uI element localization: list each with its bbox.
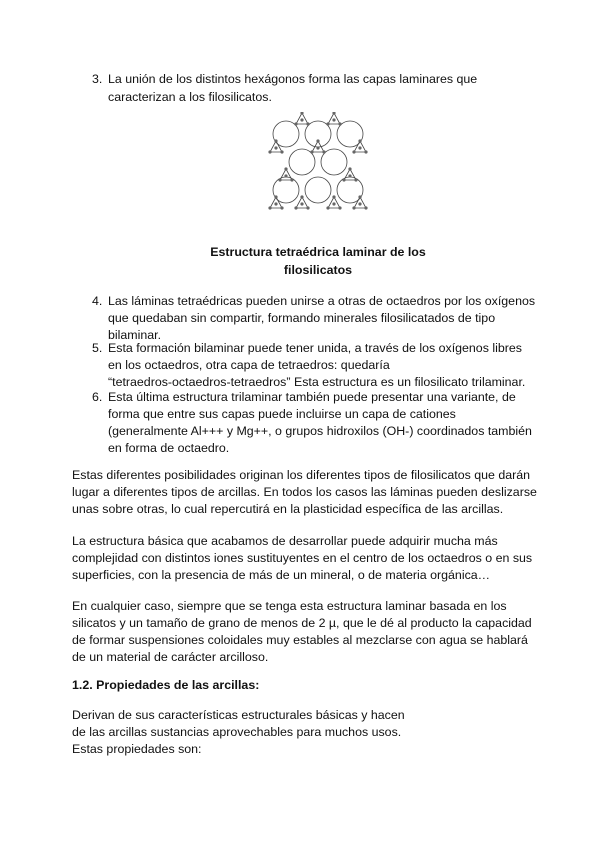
list-item-line: “tetraedros-octaedros-tetraedros” Esta estructura es un filosilicato trilaminar. — [108, 375, 526, 389]
oxygen-atom — [280, 206, 283, 209]
list-item-line: (generalmente Al+++ y Mg++, o grupos hidroxilos (OH-) coordinados también — [108, 424, 532, 438]
paragraph-line: de un material de carácter arcilloso. — [72, 650, 269, 664]
oxygen-atom — [294, 122, 297, 125]
list-item-line: bilaminar. — [108, 328, 162, 342]
oxygen-atom — [354, 178, 357, 181]
oxygen-atom — [300, 202, 303, 205]
list-item-line: en forma de octaedro. — [108, 441, 230, 455]
oxygen-atom — [294, 206, 297, 209]
oxygen-atom — [268, 150, 271, 153]
paragraph-line: de las arcillas sustancias aprovechables para muchos usos. — [72, 725, 402, 739]
paragraph-line: Estas propiedades son: — [72, 742, 202, 756]
oxygen-atom — [274, 195, 277, 198]
figure-caption-line-2: filosilicatos — [283, 263, 353, 277]
paragraph-line: superficies, con la presencia de más de un mineral, o de materia orgánica… — [72, 568, 491, 582]
oxygen-atom — [284, 167, 287, 170]
oxygen-atom — [358, 146, 361, 149]
paragraph-line: de formar suspensiones coloidales muy estables al mezclarse con agua se hablará — [72, 633, 528, 647]
oxygen-atom — [300, 118, 303, 121]
oxygen-atom — [352, 206, 355, 209]
oxygen-atom — [358, 139, 361, 142]
oxygen-atom — [332, 112, 335, 115]
oxygen-atom — [268, 206, 271, 209]
oxygen-atom — [338, 206, 341, 209]
list-number: 5. — [92, 341, 103, 355]
oxygen-atom — [332, 202, 335, 205]
oxygen-atom — [278, 178, 281, 181]
oxygen-atom — [274, 146, 277, 149]
oxygen-atom — [338, 122, 341, 125]
oxygen-atom — [348, 174, 351, 177]
oxygen-atom — [274, 139, 277, 142]
paragraph-line: silicatos y un tamaño de grano de menos de 2 µ, que le dé al producto la capacidad — [72, 616, 532, 630]
oxygen-atom — [332, 195, 335, 198]
hexagonal-ring — [305, 177, 331, 203]
list-number: 6. — [92, 390, 103, 404]
list-item-line: forma que entre sus capas puede incluirse un capa de cationes — [108, 407, 456, 421]
oxygen-atom — [358, 195, 361, 198]
oxygen-atom — [364, 150, 367, 153]
section-heading: 1.2. Propiedades de las arcillas: — [72, 678, 260, 692]
oxygen-atom — [348, 167, 351, 170]
oxygen-atom — [316, 139, 319, 142]
list-item-line: caracterizan a los filosilicatos. — [108, 90, 272, 104]
oxygen-atom — [358, 202, 361, 205]
oxygen-atom — [300, 112, 303, 115]
paragraph-line: Derivan de sus características estructurales básicas y hacen — [72, 708, 405, 722]
paragraph-line: Estas diferentes posibilidades originan los diferentes tipos de filosilicatos que darán — [72, 468, 531, 482]
oxygen-atom — [274, 202, 277, 205]
oxygen-atom — [306, 206, 309, 209]
list-item-line: Esta formación bilaminar puede tener unida, a través de los oxígenos libres — [108, 341, 522, 355]
oxygen-atom — [322, 150, 325, 153]
paragraph-line: lugar a diferentes tipos de arcillas. En todos los casos las láminas pueden deslizarse — [72, 485, 537, 499]
oxygen-atom — [280, 150, 283, 153]
list-item-line: La unión de los distintos hexágonos forma las capas laminares que — [108, 72, 478, 86]
oxygen-atom — [284, 174, 287, 177]
oxygen-atom — [326, 122, 329, 125]
oxygen-atom — [332, 118, 335, 121]
oxygen-atom — [352, 150, 355, 153]
list-item-line: Esta última estructura trilaminar también puede presentar una variante, de — [108, 390, 516, 404]
tetrahedral-structure-figure — [268, 112, 368, 222]
figure-caption-line-1: Estructura tetraédrica laminar de los — [210, 245, 426, 259]
paragraph-line: unas sobre otras, lo cual repercutirá en la plasticidad específica de las arcillas. — [72, 502, 504, 516]
oxygen-atom — [306, 122, 309, 125]
list-item-line: que quedaban sin compartir, formando minerales filosilicatados de tipo — [108, 311, 496, 325]
list-item-line: en los octaedros, otra capa de tetraedros: quedaría — [108, 358, 390, 372]
oxygen-atom — [364, 206, 367, 209]
oxygen-atom — [316, 146, 319, 149]
oxygen-atom — [310, 150, 313, 153]
list-item-line: Las láminas tetraédricas pueden unirse a otras de octaedros por los oxígenos — [108, 294, 536, 308]
oxygen-atom — [326, 206, 329, 209]
paragraph-line: En cualquier caso, siempre que se tenga esta estructura laminar basada en los — [72, 599, 507, 613]
oxygen-atom — [300, 195, 303, 198]
paragraph-line: complejidad con distintos iones sustituyentes en el centro de los octaedros o en sus — [72, 551, 533, 565]
list-number: 4. — [92, 294, 103, 308]
oxygen-atom — [342, 178, 345, 181]
paragraph-line: La estructura básica que acabamos de desarrollar puede adquirir mucha más — [72, 534, 498, 548]
list-number: 3. — [92, 72, 103, 86]
oxygen-atom — [290, 178, 293, 181]
